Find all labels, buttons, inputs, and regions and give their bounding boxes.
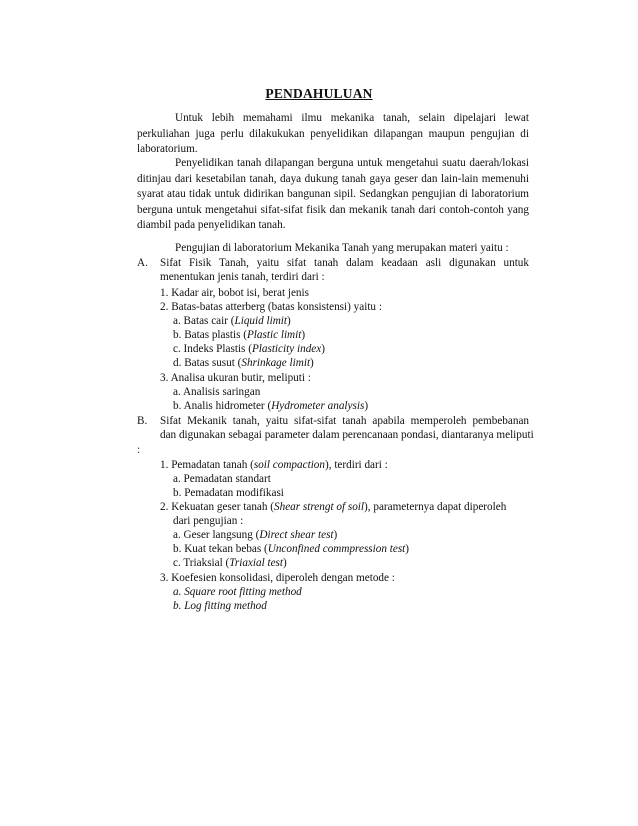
section-b-item-3: 3. Koefesien konsolidasi, diperoleh dengan metode :: [160, 572, 395, 584]
section-b-item-3b: b. Log fitting method: [173, 600, 267, 612]
section-b-item-1: 1. Pemadatan tanah (soil compaction), terdiri dari :: [160, 459, 388, 471]
section-b-line-2: dan digunakan sebagai parameter dalam perencanaan pondasi, diantaranya meliputi: [160, 429, 534, 441]
section-a-item-2b: b. Batas plastis (Plastic limit): [173, 329, 306, 341]
section-a-item-3b: b. Analis hidrometer (Hydrometer analysis): [173, 400, 369, 412]
paragraph-2-text: Penyelidikan tanah dilapangan berguna untuk mengetahui suatu daerah/lokasi ditinjau dari kesetabilan tanah, daya dukung tanah gaya geser dan lain-lain memenuhi syarat atau tidak untuk didirikan bangunan sipil. Sedangkan pengujian di laboratorium berguna untuk mengetahui sifat-sifat fisik dan mekanik tanah dari contoh-contoh yang diambil pada penyelidikan tanah.: [137, 157, 529, 232]
section-a-line-1: Sifat Fisik Tanah, yaitu sifat tanah dalam keadaan asli digunakan untuk: [160, 257, 529, 269]
section-a-item-2d: d. Batas susut (Shrinkage limit): [173, 357, 314, 369]
section-b-item-1b: b. Pemadatan modifikasi: [173, 487, 284, 499]
section-a-marker: A.: [137, 257, 148, 269]
intro-line: Pengujian di laboratorium Mekanika Tanah yang merupakan materi yaitu :: [175, 242, 509, 254]
section-b-item-3a: a. Square root fitting method: [173, 586, 302, 598]
page-title: PENDAHULUAN: [265, 86, 373, 101]
paragraph-2: [137, 156, 529, 234]
section-a-line-2: menentukan jenis tanah, terdiri dari :: [160, 271, 325, 283]
section-a-item-3: 3. Analisa ukuran butir, meliputi :: [160, 372, 311, 384]
section-a-item-2c: c. Indeks Plastis (Plasticity index): [173, 343, 325, 355]
section-b-item-2: 2. Kekuatan geser tanah (Shear strengt of soil), parameternya dapat diperoleh: [160, 501, 507, 513]
section-b-item-2b: b. Kuat tekan bebas (Unconfined commpression test): [173, 543, 410, 555]
section-b-item-1a: a. Pemadatan standart: [173, 473, 271, 485]
section-a-item-2a: a. Batas cair (Liquid limit): [173, 315, 291, 327]
section-a-item-1: 1. Kadar air, bobot isi, berat jenis: [160, 287, 309, 299]
section-b-item-2c: c. Triaksial (Triaxial test): [173, 557, 287, 569]
section-b-colon: :: [137, 444, 141, 456]
section-b-item-2-cont: dari pengujian :: [173, 515, 244, 527]
paragraph-1: [137, 111, 529, 158]
section-a-item-3a: a. Analisis saringan: [173, 386, 261, 398]
section-b-item-2a: a. Geser langsung (Direct shear test): [173, 529, 338, 541]
section-b-line-1: Sifat Mekanik tanah, yaitu sifat-sifat tanah apabila memperoleh pembebanan: [160, 415, 529, 427]
section-b-marker: B.: [137, 415, 148, 427]
section-a-item-2: 2. Batas-batas atterberg (batas konsistensi) yaitu :: [160, 301, 382, 313]
paragraph-1-text: Untuk lebih memahami ilmu mekanika tanah, selain dipelajari lewat perkuliahan juga perlu dilakukukan penyelidikan dilapangan maupun pengujian di laboratorium.: [137, 112, 529, 156]
